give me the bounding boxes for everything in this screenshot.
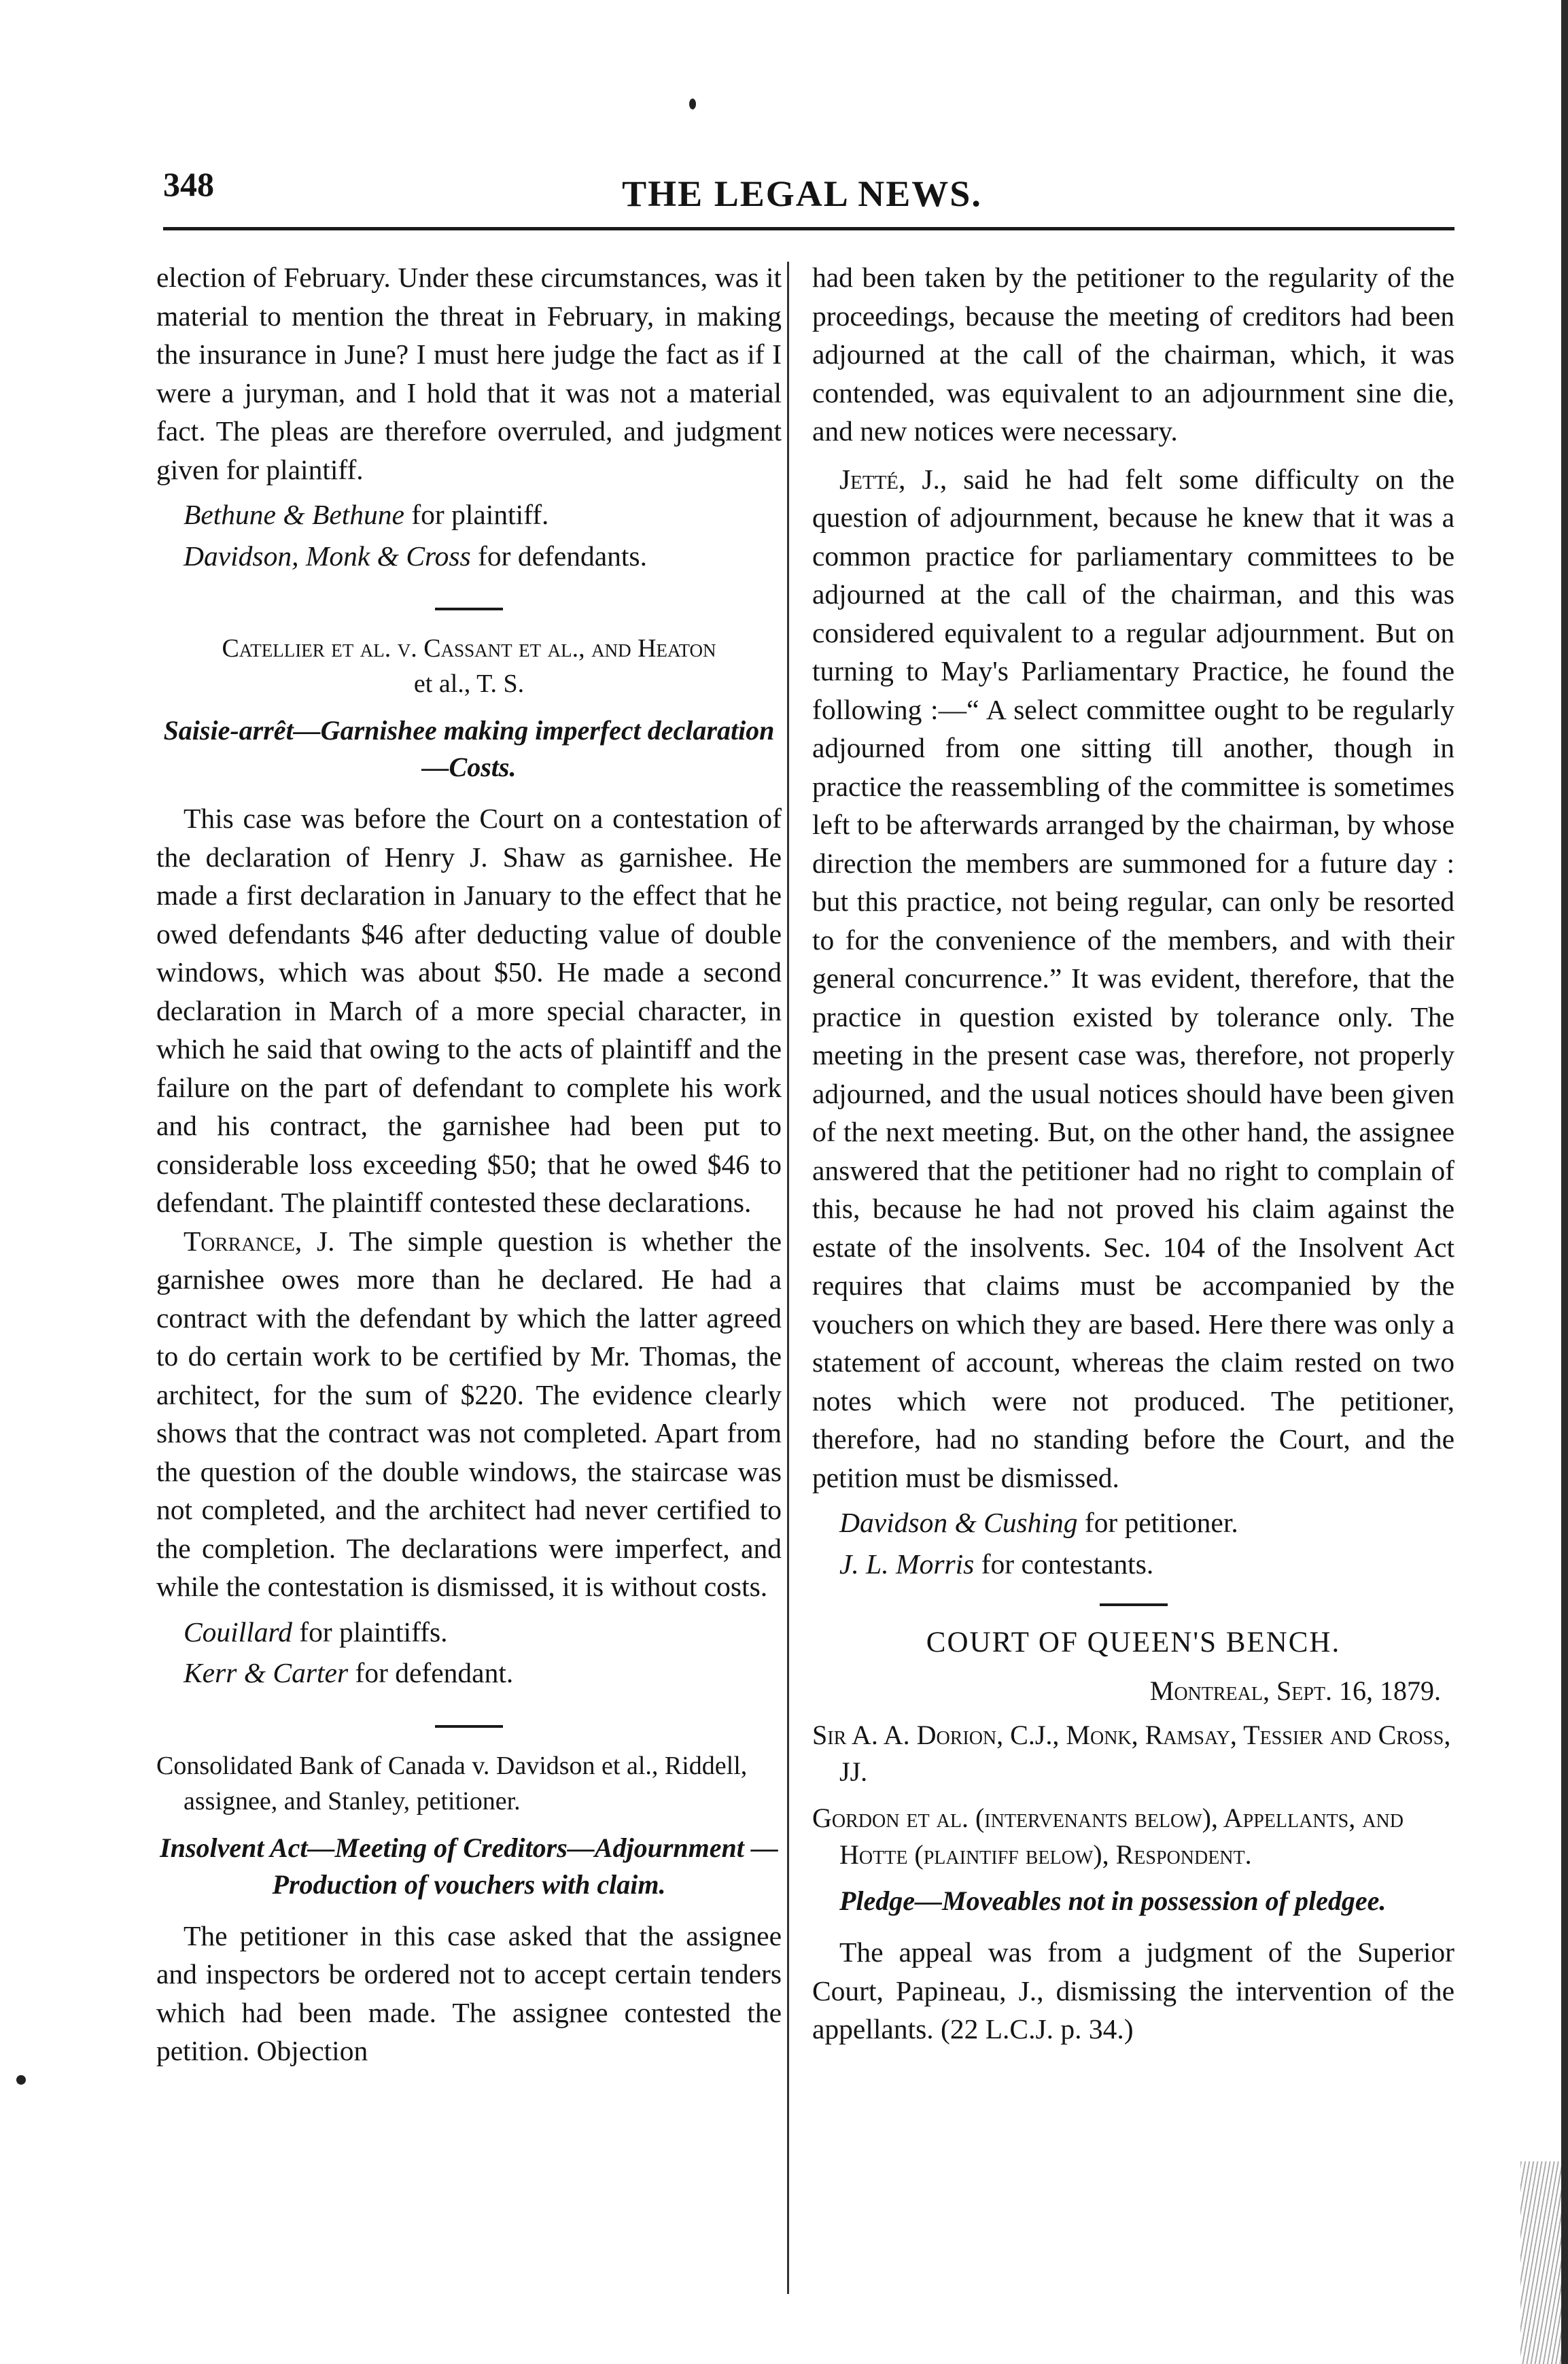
headnote: Pledge—Moveables not in possession of pledgee. bbox=[839, 1885, 1387, 1916]
counsel-role: for petitioner. bbox=[1077, 1507, 1238, 1538]
judge-name: Torrance, J. bbox=[184, 1225, 335, 1257]
court-heading: COURT OF QUEEN'S BENCH. bbox=[926, 1627, 1341, 1658]
continuation-paragraph: had been taken by the petitioner to the regularity of the proceedings, because the meeting of creditors had been adjourned at the call of the chairman, which, it was contended, was equivalent to an adjournment sine die, and new notices were necessary. bbox=[812, 262, 1454, 447]
counsel-line bbox=[184, 537, 782, 576]
judge-name: Jetté, J., bbox=[839, 463, 947, 495]
body-paragraph bbox=[812, 460, 1454, 1497]
body-paragraph: The appeal was from a judgment of the Superior Court, Papineau, J., dismissing the intervention of the appellants. (22 L.C.J. p. 34.) bbox=[812, 1936, 1454, 2045]
page-title: THE LEGAL NEWS. bbox=[622, 173, 982, 214]
paragraph-text: The simple question is whether the garnishee owes more than he declared. He had a contract with the defendant by which the latter agreed to do certain work to be certified by Mr. Thomas, the architect, for the sum of $220. The evidence clearly shows that the contract was not completed. Apart from the question of the double windows, the staircase was not completed, and the architect had never certified to the completion. The declarations were imperfect, and while the contestation is dismissed, it is without costs. bbox=[156, 1225, 782, 1602]
parties-line: Gordon et al. (intervenants below), Appellants, and Hotte (plaintiff below), Respondent. bbox=[812, 1803, 1404, 1870]
counsel-name: Kerr & Carter bbox=[184, 1657, 349, 1688]
section-rule bbox=[435, 608, 503, 610]
scan-edge-shade bbox=[1520, 2161, 1561, 2364]
ink-speck bbox=[689, 99, 696, 109]
headnote: Saisie-arrêt—Garnishee making imperfect declaration—Costs. bbox=[163, 715, 775, 782]
counsel-name: J. L. Morris bbox=[839, 1548, 975, 1580]
column-divider bbox=[787, 262, 789, 2294]
case-title bbox=[156, 631, 782, 701]
counsel-role: for contestants. bbox=[974, 1548, 1154, 1580]
headnote: Insolvent Act—Meeting of Creditors—Adjournment —Production of vouchers with claim. bbox=[160, 1832, 778, 1900]
ink-speck bbox=[16, 2075, 26, 2085]
counsel-line bbox=[839, 1545, 1454, 1584]
counsel-role: for plaintiff. bbox=[404, 499, 549, 530]
left-column bbox=[156, 258, 782, 2070]
case-title-line: Catellier et al. v. Cassant et al., and Heaton bbox=[222, 634, 716, 663]
body-paragraph: The petitioner in this case asked that the assignee and inspectors be ordered not to accept certain tenders which had been made. The assignee contested the petition. Objection bbox=[156, 1919, 782, 2066]
body-paragraph bbox=[156, 1222, 782, 1606]
counsel-name: Davidson & Cushing bbox=[839, 1507, 1078, 1538]
counsel-name: Bethune & Bethune bbox=[184, 499, 404, 530]
page-number: 348 bbox=[163, 165, 214, 203]
counsel-role: for defendant. bbox=[348, 1657, 514, 1688]
section-rule bbox=[1100, 1603, 1168, 1606]
right-column bbox=[812, 258, 1454, 2049]
counsel-line bbox=[184, 496, 782, 534]
counsel-line bbox=[184, 1613, 782, 1652]
body-paragraph: This case was before the Court on a contestation of the declaration of Henry J. Shaw as garnishee. He made a first declaration in January to the effect that he owed defendants $46 after deducting value of double windows, which was about $50. He made a second declaration in March of a more special character, in which he said that owing to the acts of plaintiff and the failure on the part of defendant to complete his work and his contract, the garnishee had been put to considerable loss exceeding $50; that he owed $46 to defendant. The plaintiff contested these declarations. bbox=[156, 803, 782, 1218]
judges-line: Sir A. A. Dorion, C.J., Monk, Ramsay, Tessier and Cross, JJ. bbox=[812, 1720, 1451, 1787]
counsel-line bbox=[839, 1503, 1454, 1542]
counsel-name: Couillard bbox=[184, 1616, 292, 1648]
header-rule bbox=[163, 227, 1454, 230]
case-title-line: et al., T. S. bbox=[413, 670, 525, 698]
continuation-paragraph: election of February. Under these circumstances, was it material to mention the threat in February, in making the insurance in June? I must here judge the fact as if I were a juryman, and I hold that it was not a material fact. The pleas are therefore overruled, and judgment given for plaintiff. bbox=[156, 262, 782, 485]
counsel-role: for plaintiffs. bbox=[292, 1616, 448, 1648]
counsel-role: for defendants. bbox=[470, 540, 647, 572]
counsel-line bbox=[184, 1654, 782, 1692]
date-line: Montreal, Sept. 16, 1879. bbox=[1149, 1675, 1441, 1706]
section-rule bbox=[435, 1725, 503, 1728]
paragraph-text: said he had felt some difficulty on the question of adjournment, because he knew that it was a common practice for parliamentary committees to be adjourned at the call of the chairman, and this was considered equivalent to a regular adjournment. But on turning to May's Parliamentary Practice, he found the following :—“ A select committee ought to be regularly adjourned from one sitting till another, though in practice the reassembling of the committee is sometimes left to be afterwards arranged by the chairman, by whose direction the members are summoned for a future day : but this practice, not being regular, can only be resorted to for the convenience of the members, and with their general concurrence.” It was evident, therefore, that the practice in question existed by tolerance only. The meeting in the present case was, therefore, not properly adjourned, and the usual notices should have been given of the next meeting. But, on the other hand, the assignee answered that the petitioner had no right to complain of this, because he had not proved his claim against the estate of the insolvents. Sec. 104 of the Insolvent Act requires that claims must be accompanied by the vouchers on which they are based. Here there was only a statement of account, whereas the claim rested on two notes which were not produced. The petitioner, therefore, had no standing before the Court, and the petition must be dismissed. bbox=[812, 463, 1454, 1493]
page-header bbox=[163, 158, 1441, 226]
case-title: Consolidated Bank of Canada v. Davidson et al., Riddell, assignee, and Stanley, petitioner. bbox=[156, 1751, 748, 1815]
scan-edge bbox=[1561, 0, 1568, 2364]
counsel-name: Davidson, Monk & Cross bbox=[184, 540, 471, 572]
